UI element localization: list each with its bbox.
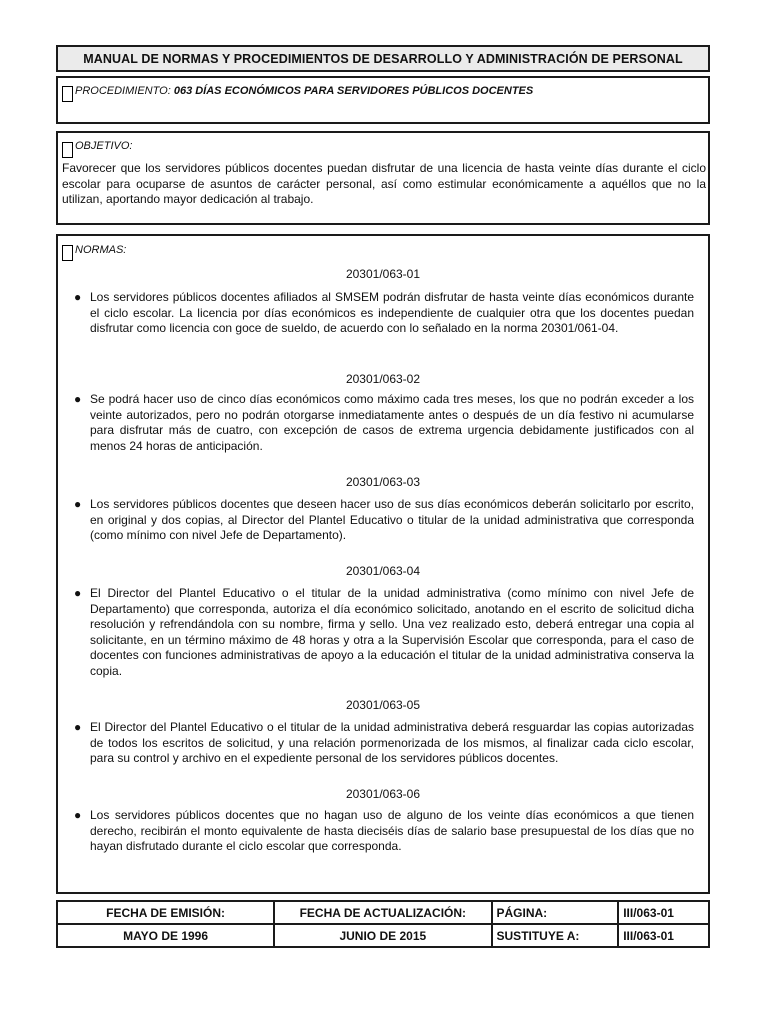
replaces-value: III/063-01 bbox=[618, 924, 709, 947]
procedure-name: 063 DÍAS ECONÓMICOS PARA SERVIDORES PÚBLICOS DOCENTES bbox=[173, 85, 534, 97]
norm-code: 20301/063-02 bbox=[345, 372, 421, 386]
bullet-icon: ● bbox=[74, 290, 82, 304]
procedure-label: PROCEDIMIENTO: bbox=[75, 85, 171, 97]
norm-code: 20301/063-03 bbox=[345, 475, 421, 489]
norm-code: 20301/063-05 bbox=[345, 698, 421, 712]
bullet-icon: ● bbox=[74, 808, 82, 822]
norm-text: Se podrá hacer uso de cinco días económicos como máximo cada tres meses, los que no podrán exceder a los veinte autorizados, pero no podrán otorgarse inmediatamente antes o después de un día festivo ni acumularse para disfrutar más de cuatro, con excepción de casos de extrema urgencia debidamente justificados con al menos 24 horas de anticipación. bbox=[90, 392, 694, 453]
page-value: III/063-01 bbox=[618, 901, 709, 924]
bullet-icon: ● bbox=[74, 497, 82, 511]
update-date-value: JUNIO DE 2015 bbox=[274, 924, 491, 947]
norm-text: Los servidores públicos docentes que no hagan uso de alguno de los veinte días económicos a que tienen derecho, recibirán el monto equivalente de hasta dieciséis días de salario base presupuestal de los días que no hayan disfrutado durante el ciclo escolar que corresponda. bbox=[90, 808, 694, 854]
bullet-icon: ● bbox=[74, 720, 82, 734]
footer-row-values bbox=[57, 924, 709, 947]
norm-text: Los servidores públicos docentes afiliados al SMSEM podrán disfrutar de hasta veinte días económicos durante el ciclo escolar. La licencia por días económicos es independiente de cualquier otra que los docentes puedan disfrutar como licencia con goce de sueldo, de acuerdo con lo señalado en la norma 20301/061-04. bbox=[90, 290, 694, 336]
update-date-label: FECHA DE ACTUALIZACIÓN: bbox=[274, 901, 491, 924]
emission-date-value: MAYO DE 1996 bbox=[57, 924, 274, 947]
footer-row-labels bbox=[57, 901, 709, 924]
objective-section bbox=[56, 131, 710, 225]
norm-text: El Director del Plantel Educativo o el titular de la unidad administrativa deberá resguardar las copias autorizadas de todos los escritos de solicitud, y una relación pormenorizada de los mismos, al finalizar cada ciclo escolar, para su control y archivo en el expediente personal de los servidores públicos docentes. bbox=[90, 720, 694, 766]
procedure-section bbox=[56, 76, 710, 124]
bullet-icon: ● bbox=[74, 392, 82, 406]
replaces-label: SUSTITUYE A: bbox=[492, 924, 619, 947]
norm-text: El Director del Plantel Educativo o el titular de la unidad administrativa (como mínimo con nivel Jefe de Departamento) que corresponda, autoriza el día económico solicitado, anotando en el escrito de solicitud dicha resolución y refrendándola con su nombre, firma y sello. Una vez realizado esto, deberá entregar una copia al solicitante, en un término máximo de 48 horas y otra a la Supervisión Escolar que corresponda, para el caso de docentes con funciones administrativas de apoyo a la educación el titular de la unidad administrativa conserva la copia. bbox=[90, 586, 694, 678]
norm-code: 20301/063-04 bbox=[345, 564, 421, 578]
norms-label: NORMAS: bbox=[75, 244, 127, 256]
emission-date-label: FECHA DE EMISIÓN: bbox=[57, 901, 274, 924]
document-footer-table bbox=[56, 900, 710, 948]
norm-code: 20301/063-01 bbox=[345, 267, 421, 281]
norm-text: Los servidores públicos docentes que deseen hacer uso de sus días económicos deberán solicitarlo por escrito, en original y dos copias, al Director del Plantel Educativo o titular de la unidad administrativa que corresponda (como mínimo con nivel Jefe de Departamento). bbox=[90, 497, 694, 543]
norm-code: 20301/063-06 bbox=[345, 787, 421, 801]
objective-text: Favorecer que los servidores públicos docentes puedan disfrutar de una licencia de hasta veinte días durante el ciclo escolar para ocuparse de asuntos de carácter personal, así como estimular económicamente a aquéllos que no la utilizan, aportando mayor dedicación al trabajo. bbox=[62, 161, 706, 207]
document-title-bar bbox=[56, 45, 710, 72]
norms-section bbox=[56, 234, 710, 894]
checkbox-icon bbox=[62, 86, 73, 102]
checkbox-icon bbox=[62, 245, 73, 261]
objective-label: OBJETIVO: bbox=[75, 140, 133, 152]
page-label: PÁGINA: bbox=[492, 901, 619, 924]
bullet-icon: ● bbox=[74, 586, 82, 600]
procedure-line bbox=[75, 85, 533, 97]
checkbox-icon bbox=[62, 142, 73, 158]
document-title: MANUAL DE NORMAS Y PROCEDIMIENTOS DE DESARROLLO Y ADMINISTRACIÓN DE PERSONAL bbox=[83, 51, 683, 66]
